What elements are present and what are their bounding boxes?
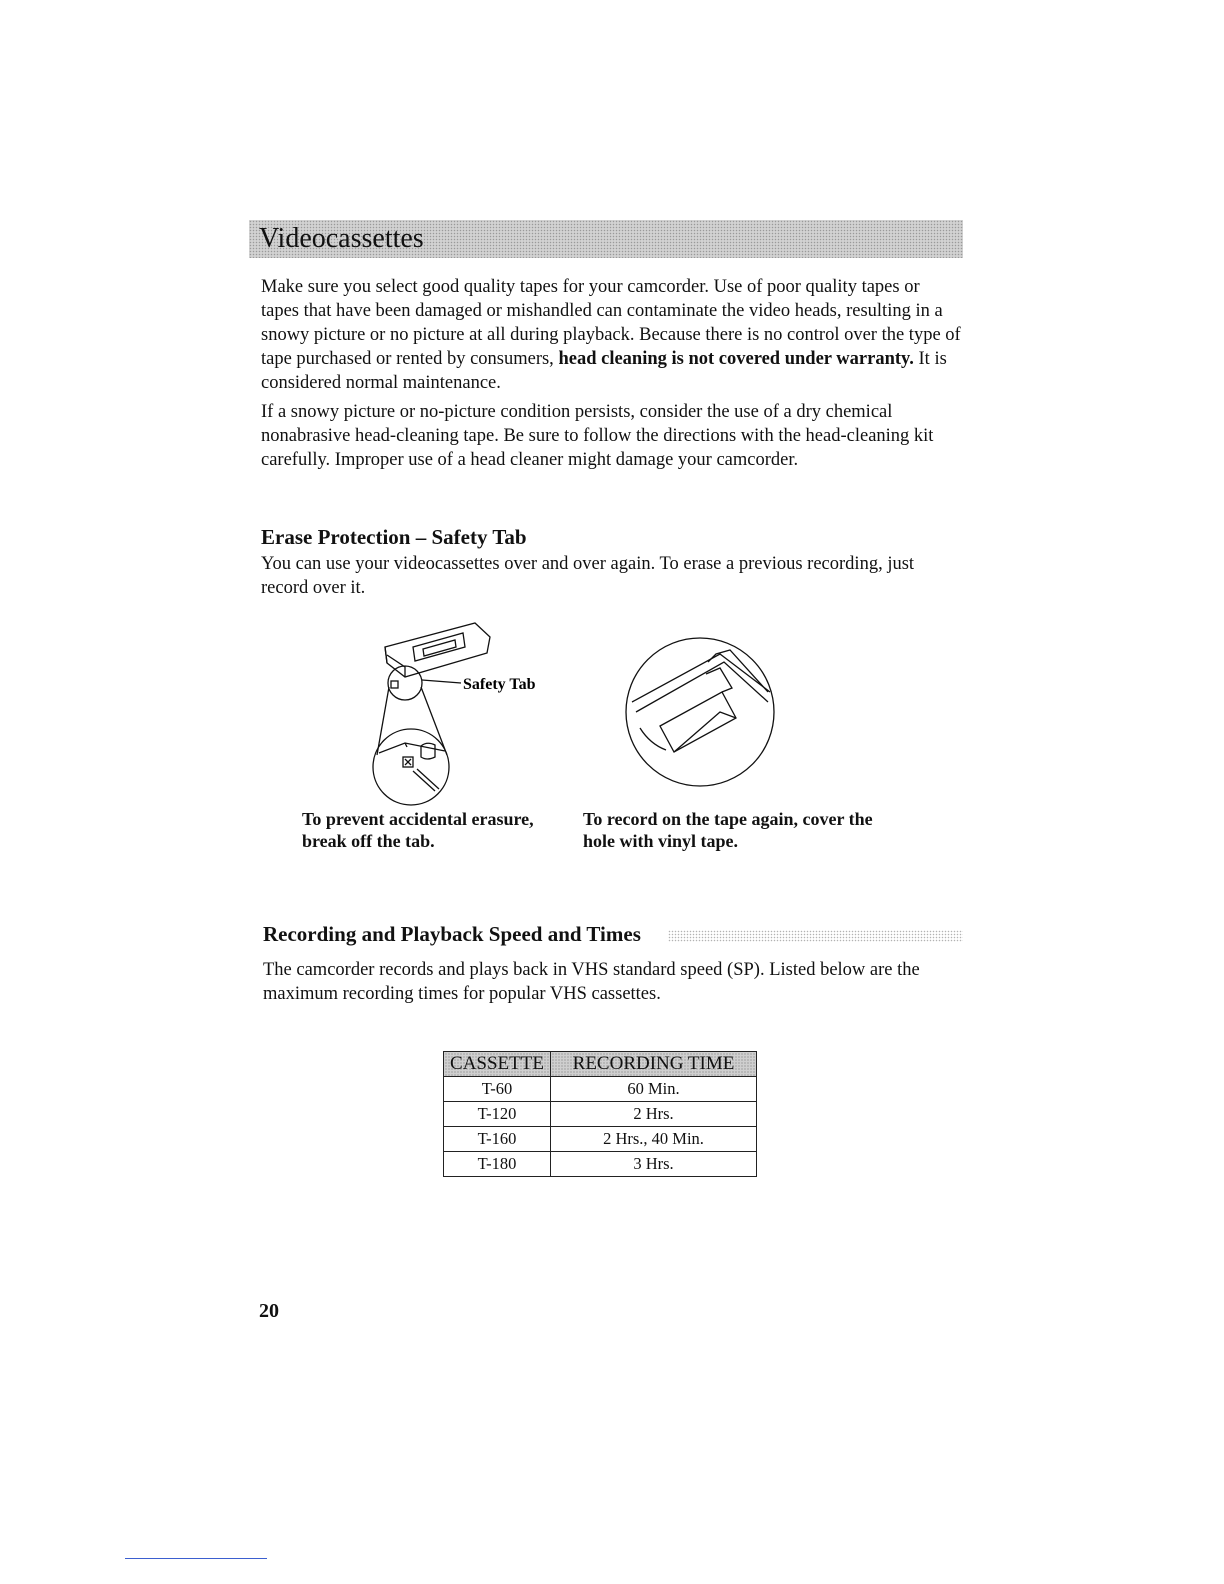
cassette-safety-tab-illustration	[365, 615, 565, 810]
cassette-cell: T-160	[444, 1127, 551, 1152]
table-row	[444, 1152, 757, 1177]
time-cell: 2 Hrs., 40 Min.	[551, 1127, 757, 1152]
cassette-cell: T-180	[444, 1152, 551, 1177]
vinyl-tape-cover-illustration	[620, 632, 780, 792]
page-number: 20	[259, 1300, 279, 1322]
footer-divider	[125, 1558, 267, 1559]
intro-text-start: Make sure you select good quality tapes for your camcorder. Use of poor quality tapes or tapes that have been damaged or mishandled can contaminate the video heads, resulting in a snowy picture or no picture at all during playback. Because there is no control over the type of tape purchased or rented by consumers,	[261, 277, 961, 369]
table-row	[444, 1102, 757, 1127]
intro-text-end: It is considered normal maintenance.	[261, 349, 947, 393]
recording-heading-bar	[263, 922, 963, 950]
cassette-cell: T-60	[444, 1077, 551, 1102]
intro-paragraph-2: If a snowy picture or no-picture condition persists, consider the use of a dry chemical nonabrasive head-cleaning tape. Be sure to follow the directions with the head-cleaning kit carefully. Improper use of a head cleaner might damage your camcorder.	[261, 402, 934, 470]
table-header-row	[444, 1052, 757, 1077]
cassette-cell: T-120	[444, 1102, 551, 1127]
cover-hole-caption: To record on the tape again, cover the hole with vinyl tape.	[583, 809, 873, 851]
recording-text: The camcorder records and plays back in VHS standard speed (SP). Listed below are the maximum recording times for popular VHS cassettes.	[263, 960, 920, 1004]
recording-heading: Recording and Playback Speed and Times	[263, 922, 649, 947]
table-row	[444, 1077, 757, 1102]
break-tab-caption: To prevent accidental erasure, break off the tab.	[302, 809, 534, 851]
heading-rule	[668, 930, 963, 942]
section-title: Videocassettes	[259, 223, 424, 254]
safety-tab-label: Safety Tab	[463, 676, 536, 693]
erase-protection-heading: Erase Protection – Safety Tab	[261, 525, 527, 549]
column-header-recording-time: RECORDING TIME	[551, 1052, 757, 1077]
recording-times-table	[443, 1051, 757, 1177]
section-banner	[249, 220, 963, 258]
time-cell: 2 Hrs.	[551, 1102, 757, 1127]
time-cell: 3 Hrs.	[551, 1152, 757, 1177]
erase-protection-text: You can use your videocassettes over and over again. To erase a previous recording, just record over it.	[261, 554, 915, 598]
column-header-cassette: CASSETTE	[444, 1052, 551, 1077]
warranty-note: head cleaning is not covered under warranty.	[558, 349, 914, 369]
time-cell: 60 Min.	[551, 1077, 757, 1102]
table-row	[444, 1127, 757, 1152]
intro-paragraph-1	[261, 275, 961, 395]
